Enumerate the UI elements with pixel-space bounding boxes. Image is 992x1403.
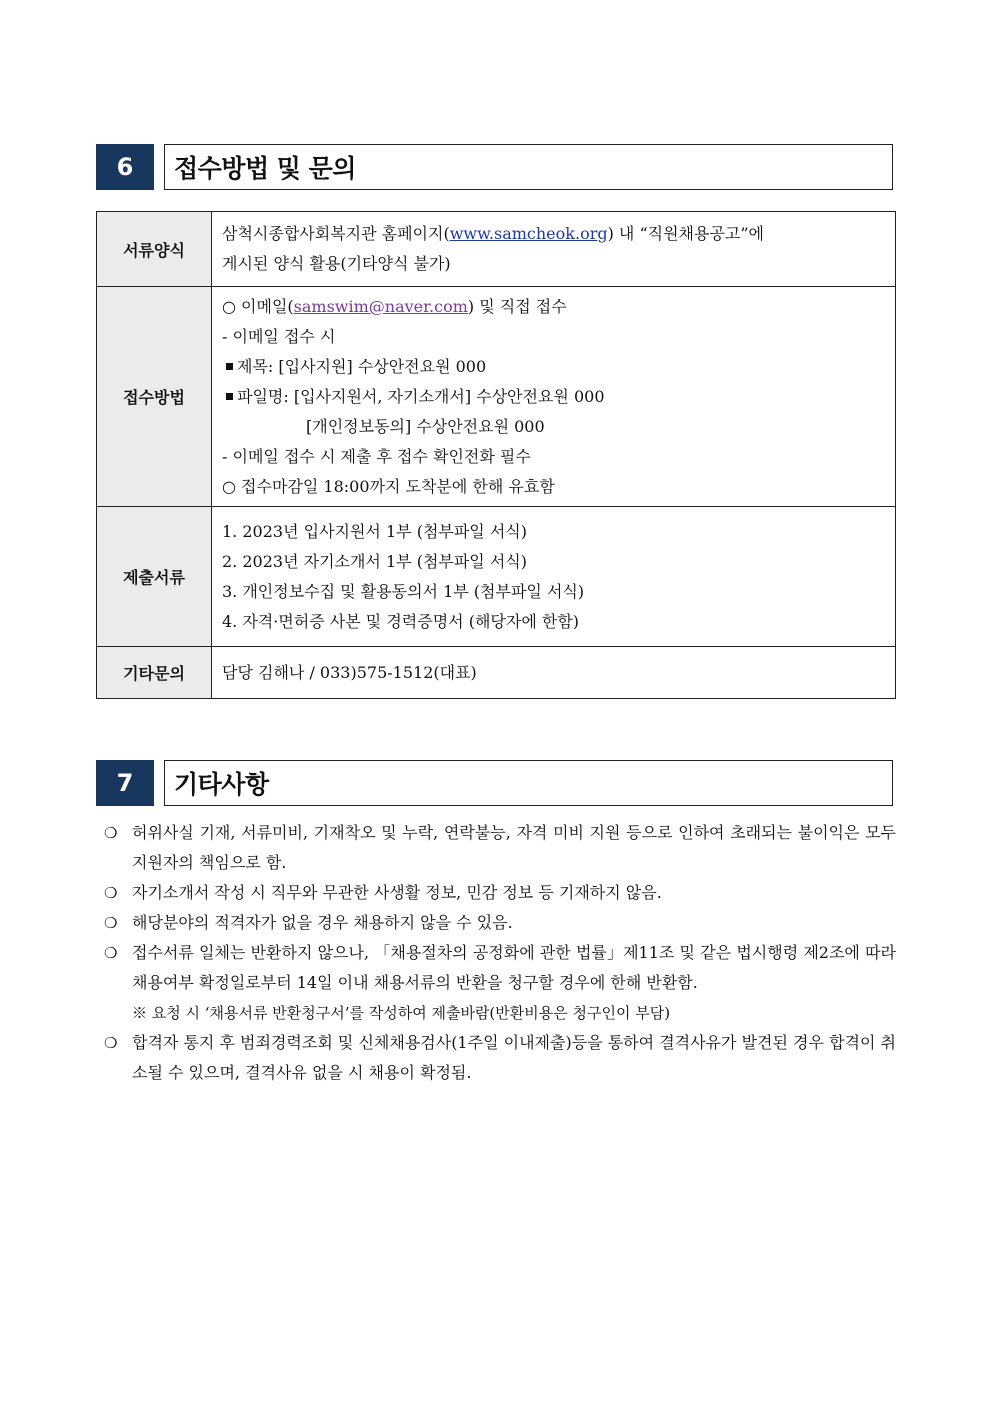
list-item [104,818,896,878]
text-line: [개인정보동의] 수상안전요원 000 [306,416,545,436]
list-item: 3. 개인정보수집 및 활용동의서 1부 (첨부파일 서식) [222,581,585,601]
section-7-header [96,760,893,806]
text-line: - 이메일 접수 시 제출 후 접수 확인전화 필수 [222,446,531,466]
note-text: 해당분야의 적격자가 없을 경우 채용하지 않을 수 있음. [132,913,513,932]
section-6-header [96,144,893,190]
text-line [222,382,885,412]
application-info-table [96,211,896,699]
circle-bullet-icon: ❍ [104,944,118,962]
row-value [212,287,896,507]
row-label: 제출서류 [97,507,212,647]
list-item: 1. 2023년 입사지원서 1부 (첨부파일 서식) [222,521,528,541]
text-segment: 파일명: [입사지원서, 자기소개서] 수상안전요원 000 [237,386,605,406]
section-title: 기타사항 [164,760,893,806]
circle-bullet-icon: ❍ [104,914,118,932]
section-number: 6 [96,144,154,190]
email-link[interactable]: samswim@naver.com [293,296,468,316]
list-item: 4. 자격·면허증 사본 및 경력증명서 (해당자에 한함) [222,611,580,631]
table-row [97,287,896,507]
text-line [222,219,885,249]
table-row [97,507,896,647]
row-value [212,212,896,287]
text-segment: ) 및 직접 접수 [467,296,567,316]
square-bullet-icon [226,393,233,400]
note-text: 허위사실 기재, 서류미비, 기재착오 및 누락, 연락불능, 자격 미비 지원 등으로 인하여 초래되는 불이익은 모두 지원자의 책임으로 함. [132,823,896,872]
row-value [212,647,896,699]
note-text: 접수서류 일체는 반환하지 않으나, 「채용절차의 공정화에 관한 법률」제11조 및 같은 법시행령 제2조에 따라 채용여부 확정일로부터 14일 이내 채용서류의 반환을 청구할 경우에 한해 반환함. [132,943,896,992]
homepage-link[interactable]: www.samcheok.org [449,224,608,243]
row-value [212,507,896,647]
circle-bullet-icon: ❍ [104,884,118,902]
circle-bullet-icon: ❍ [104,1034,118,1052]
note-text: 합격자 통지 후 범죄경력조회 및 신체채용검사(1주일 이내제출)등을 통하여 결격사유가 발견된 경우 합격이 취소될 수 있으며, 결격사유 없을 시 채용이 확정됨. [132,1033,896,1082]
text-line [222,352,885,382]
circle-bullet-icon: ❍ [104,824,118,842]
list-item [104,908,896,938]
sub-note: ※ 요청 시 ‘채용서류 반환청구서’를 작성하여 제출바람(반환비용은 청구인이 부담) [132,1004,671,1022]
text-segment: ○ 이메일( [222,296,294,316]
section-number: 7 [96,760,154,806]
text-line [222,292,885,322]
notes-list [104,818,896,1088]
list-item [104,938,896,998]
text-line: ○ 접수마감일 18:00까지 도착분에 한해 유효함 [222,476,555,496]
list-item [104,1028,896,1088]
section-title: 접수방법 및 문의 [164,144,893,190]
list-item [104,878,896,908]
square-bullet-icon [226,363,233,370]
text-line: - 이메일 접수 시 [222,326,336,346]
text-line: 담당 김해나 / 033)575-1512(대표) [222,662,477,682]
text-line: 게시된 양식 활용(기타양식 불가) [222,254,451,273]
row-label: 기타문의 [97,647,212,699]
list-item: 2. 2023년 자기소개서 1부 (첨부파일 서식) [222,551,528,571]
text-segment: 제목: [입사지원] 수상안전요원 000 [237,356,487,376]
row-label: 접수방법 [97,287,212,507]
table-row [97,212,896,287]
text-segment: 삼척시종합사회복지관 홈페이지( [222,224,450,243]
table-row [97,647,896,699]
row-label: 서류양식 [97,212,212,287]
note-text: 자기소개서 작성 시 직무와 무관한 사생활 정보, 민감 정보 등 기재하지 않음. [132,883,662,902]
text-segment: ) 내 “직원채용공고”에 [607,224,765,243]
